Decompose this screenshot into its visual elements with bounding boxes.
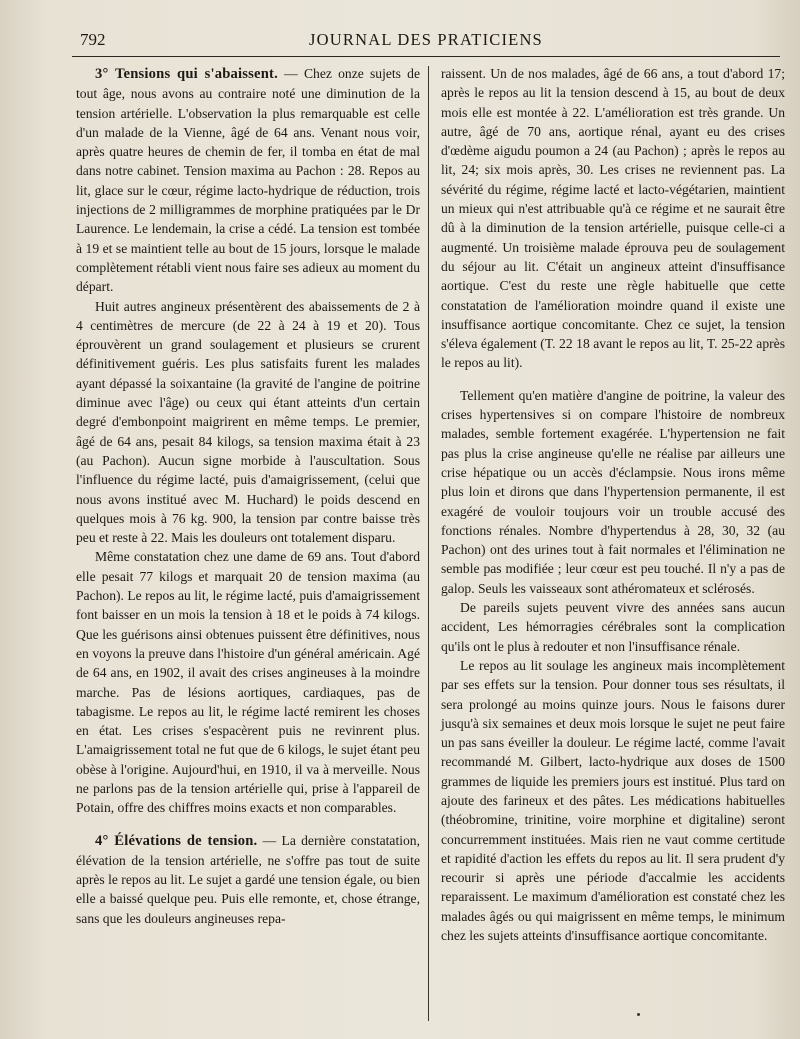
paragraph-huit-autres: Huit autres angineux présentèrent des abaissements de 2 à 4 centimètres de mercure (de 22 à 24 à 19 et 20). Tous éprouvèrent un grand soulagement et plusieurs se crurent définitivement guéris. Les plus satisfaits furent les malades ayant dépassé la soixantaine (la gravité de l'angine de poitrine diminue avec l'âge) ou ceux qui étant atteints d'un certain degré d'embonpoint maigrirent en même temps. Le premier, âgé de 64 ans, pesait 84 kilogs, sa tension maxima était à 23 (au Pachon). Aucun signe morbide à l'auscultation. Sous l'influence du régime lacté, puis d'amaigrissement, (celui que nous avons institué avec M. Huchard) le poids descend en quelques mois à 76 kg. 900, la tension par contre baisse très peu et reste à 22. Mais les douleurs ont totalement disparu. <box>76 298 420 546</box>
left-column <box>76 64 420 928</box>
ink-speck <box>637 1013 640 1016</box>
running-header <box>72 30 780 52</box>
header-rule <box>72 56 780 57</box>
section-3-text: — Chez onze sujets de tout âge, nous avons au contraire noté une diminution de la tension artérielle. L'observation la plus remarquable est celle d'un malade de la Vienne, âgé de 64 ans. Venant nous voir, après quatre heures de chemin de fer, il tomba en état de mal dans notre cabinet. Tension maxima au Pachon : 28. Repos au lit, glace sur le cœur, régime lacto-hydrique de réduction, trois injections de 2 milligrammes de morphine pratiquées par le Dr Laurence. Le lendemain, la crise a cédé. La tension est tombée à 19 et se maintient telle au bout de 15 jours, lorsque le malade complètement rétabli vient nous faire ses adieux au moment du départ. <box>76 66 420 295</box>
section-3-heading: 3° Tensions qui s'abaissent. <box>95 66 278 82</box>
section-4-heading: 4° Élévations de tension. <box>95 832 258 849</box>
right-column <box>441 64 785 945</box>
page-number: 792 <box>80 30 106 49</box>
column-divider <box>428 66 429 1021</box>
paragraph-continuation: raissent. Un de nos malades, âgé de 66 ans, a tout d'abord 17; après le repos au lit la tension descend à 15, au bout de deux mois elle est montée à 22. L'amélioration est très grande. Un autre, âgé de 70 ans, aortique rénal, ayant eu des crises d'œdème aigudu poumon a 24 (au Pachon) ; après le repos au lit, 24; six mois après, 30. Les crises ne reviennent pas. La sévérité du régime, régime lacté et lacto-végétarien, maintient un mieux qui n'est attribuable qu'à ce régime et ne saurait être dû à la diminution de la tension artérielle, puisque celle-ci a augmenté. Un troisième malade éprouva peu de soulagement du séjour au lit. C'était un angineux atteint d'insuffisance aortique. C'est du reste une règle habituelle que cette constatation de l'amélioration moindre quand il existe une insuffisance aortique concomitante. Chez ce sujet, la tension s'éleva également (T. 22 18 avant le repos au lit, T. 25-22 après le repos au lit). <box>441 66 785 371</box>
paragraph-tellement: Tellement qu'en matière d'angine de poitrine, la valeur des crises hypertensives si on compare l'histoire de nombreux malades, semble fortement exagérée. L'hypertension ne fait pas plus la crise angineuse qu'elle ne réalise par ailleurs une crise hépatique ou un accès d'éclampsie. Nous irons même plus loin et dirons que dans l'hypertension permanente, il est exagéré de vouloir toujours voir un trouble accusé des fonctions rénales. Nombre d'hypertendus à 28, 30, 32 (au Pachon) ont des urines tout à fait normales et l'élimination ne semble pas modifiée ; leur cœur est peu touché. Il n'y a pas de galop. Seuls les vaisseaux sont athéromateux et sclérosés. <box>441 387 785 596</box>
paragraph-pareils-sujets: De pareils sujets peuvent vivre des années sans aucun accident, Les hémorragies cérébrales sont la complication qu'ils ont le plus à redouter et non l'insuffisance rénale. <box>441 600 785 654</box>
paragraph-meme-constatation: Même constatation chez une dame de 69 ans. Tout d'abord elle pesait 77 kilogs et marquait 20 de tension maxima (au Pachon). Le repos au lit, le régime lacté, puis d'amaigrissement font baisser en un mois la tension à 18 et le poids à 74 kilogs. Que les guérisons ainsi obtenues puissent être définitives, nous en voyons la preuve dans l'histoire d'un général américain. Agé de 64 ans, en 1902, il avait des crises angineuses à la moindre marche. Pas de lésions aortiques, cardiaques, pas de tabagisme. Le repos au lit, le régime lacté remirent les choses en état. Les crises s'espacèrent puis ne revinrent plus. L'amaigrissement total ne fut que de 6 kilogs, le sujet étant peu obèse à l'origine. Aujourd'hui, en 1910, il va à merveille. Nous ne parlons pas de la tension artérielle qui, prise à l'appareil de Potain, offre des chiffres moins exacts et non comparables. <box>76 549 420 816</box>
section-4-paragraph <box>76 831 420 928</box>
section-3-paragraph <box>76 64 420 297</box>
journal-title: JOURNAL DES PRATICIENS <box>309 30 543 49</box>
paragraph-repos-au-lit: Le repos au lit soulage les angineux mais incomplètement par ses effets sur la tension. Pour donner tous ses résultats, il sera prolongé au moins quinze jours. Nous le faisons durer jusqu'à six semaines et deux mois lorsque le sujet ne peut faire un pas sans éveiller la douleur. Le régime lacté, comme l'avait recommandé M. Gilbert, lacto-hydrique aux doses de 1500 grammes de liquide les premiers jours est institué. Plus tard on ajoute des farineux et des pâtes. Les médications habituelles (théobromine, trinitine, voire morphine et digitaline) seront concurremment instituées. Mais rien ne vaut comme certitude et rapidité d'action les effets du repos au lit. Il sera prudent d'y recourir si après une période d'accalmie les accidents reparaissent. Le maximum d'amélioration est constaté chez les malades âgés ou qui maigrissent en même temps, le minimum chez les sujets atteints d'insuffisance aortique concomitante. <box>441 657 785 944</box>
section-4-text: — La dernière constatation, élévation de la tension artérielle, ne s'offre pas tout de suite après le repos au lit. Le sujet a gardé une tension égale, ou bien elle a baissé quelque peu. Puis elle remonte, et, chose étrange, sans que les douleurs angineuses repa- <box>76 832 420 926</box>
